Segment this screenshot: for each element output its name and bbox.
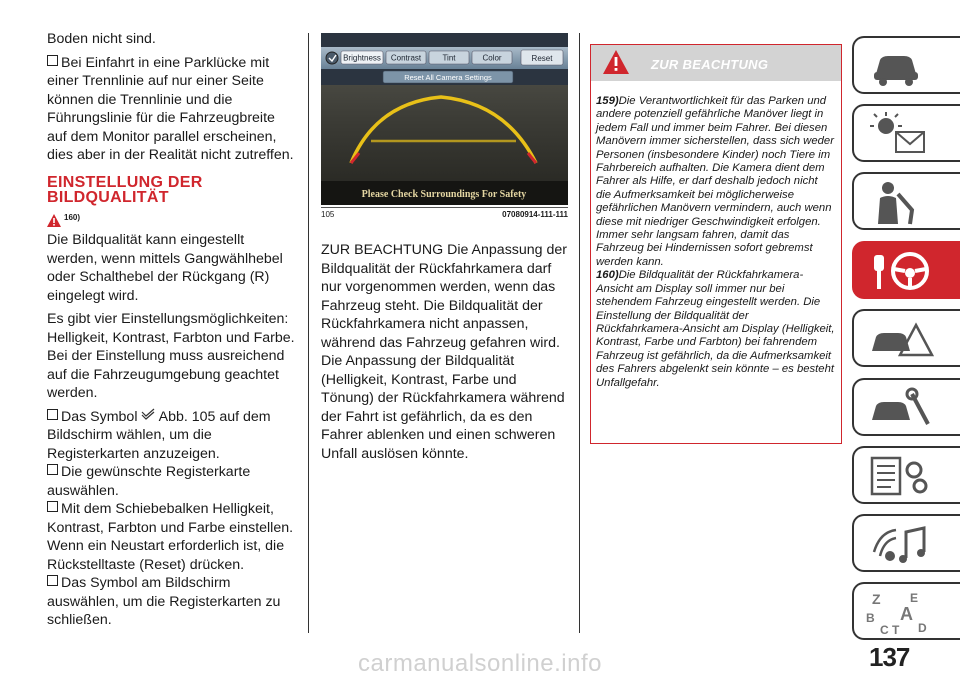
car-icon bbox=[866, 44, 926, 88]
car-wrench-icon bbox=[866, 386, 936, 432]
bullet-item: Die gewünschte Registerkarte auswählen. bbox=[47, 464, 251, 499]
warning-body bbox=[591, 81, 841, 390]
svg-text:E: E bbox=[910, 591, 919, 605]
seatbelt-person-icon bbox=[866, 180, 926, 226]
svg-text:C: C bbox=[880, 623, 889, 636]
settings-symbol-icon[interactable] bbox=[326, 52, 338, 64]
light-envelope-icon bbox=[866, 112, 936, 158]
index-letters-icon bbox=[866, 590, 946, 636]
contrast-tab-label: Contrast bbox=[390, 53, 422, 63]
svg-text:B: B bbox=[866, 611, 875, 625]
svg-text:T: T bbox=[892, 623, 900, 636]
bullet-item: Das Symbol am Bildschirm auswählen, um die Registerkarten zu schließen. bbox=[47, 575, 281, 628]
warning-reference: 160) bbox=[47, 209, 297, 228]
warning-box bbox=[590, 44, 842, 444]
figure-code: 07080914-111-111 bbox=[502, 210, 568, 219]
car-warning-icon bbox=[866, 317, 936, 363]
color-tab-label: Color bbox=[482, 53, 502, 63]
figure-caption bbox=[321, 210, 568, 219]
tab-warning-lights[interactable] bbox=[852, 309, 960, 367]
warning-triangle-icon bbox=[47, 214, 61, 227]
camera-settings-symbol-icon bbox=[141, 408, 155, 420]
brightness-tab-label: Brightness bbox=[343, 53, 381, 63]
warning-note: 160)Die Bildqualität der Rückfahrkamera-Ansicht am Display soll immer nur bei stehendem Fahrzeug eingestellt werden. Die Einstellung der Bildqualität der Rückfahrkamera-Ansicht am Display (Helligkeit, Kontrast, Farbe und Farbton) bei fahrendem Fahrzeug ist gefährlich, da die Aufmerksamkeit des Fahrers abgelenkt sein könnte – es besteht Unfallgefahr. bbox=[596, 269, 835, 389]
reset-all-button-label: Reset All Camera Settings bbox=[404, 73, 492, 82]
checkbox-bullet-icon bbox=[47, 464, 58, 475]
tab-index[interactable] bbox=[852, 582, 960, 640]
paragraph: Es gibt vier Einstellungsmöglichkeiten: Helligkeit, Kontrast, Farbton und Farbe. Bei der Einstellung muss ausreichend auf die Fahrzeugumgebung geachtet werden. bbox=[47, 311, 295, 401]
reset-button-label: Reset bbox=[531, 54, 553, 63]
paragraph: Boden nicht sind. bbox=[47, 31, 156, 47]
checkbox-bullet-icon bbox=[47, 409, 58, 420]
warning-header bbox=[591, 45, 841, 81]
tab-maintenance[interactable] bbox=[852, 446, 960, 504]
warning-title: ZUR BEACHTUNG bbox=[651, 57, 769, 72]
checkbox-bullet-icon bbox=[47, 501, 58, 512]
column-divider bbox=[579, 33, 580, 633]
figure-number: 105 bbox=[321, 210, 335, 219]
column-left bbox=[47, 30, 297, 635]
svg-text:Z: Z bbox=[872, 591, 881, 607]
bullet-item: Bei Einfahrt in eine Parklücke mit einer Trennlinie auf nur einer Seite können die Trennlinie und die Führungslinie für die Fahrzeugbreite auf dem Monitor parallel erscheinen, dies aber in der Realität nicht zutreffen. bbox=[47, 54, 294, 163]
bullet-item: Mit dem Schiebebalken Helligkeit, Kontrast, Farbton und Farbe einstellen. Wenn ein Neustart erforderlich ist, die Rückstelltaste (Reset) drücken. bbox=[47, 501, 294, 573]
tab-vehicle[interactable] bbox=[852, 36, 960, 94]
key-steering-wheel-icon bbox=[866, 249, 936, 295]
caption-rule bbox=[321, 207, 568, 208]
tint-tab-label: Tint bbox=[442, 53, 456, 63]
checkbox-bullet-icon bbox=[47, 55, 58, 66]
bullet-item: Das Symbol Abb. 105 auf dem Bildschirm wählen, um die Registerkarten anzuzeigen. bbox=[47, 408, 271, 462]
page-number: 137 bbox=[869, 642, 910, 672]
tab-emergency[interactable] bbox=[852, 378, 960, 436]
checkbox-bullet-icon bbox=[47, 575, 58, 586]
paragraph: ZUR BEACHTUNG Die Anpassung der Bildqualität der Rückfahrkamera darf nur vorgenommen werden, wenn das Fahrzeug steht. Die Bildqualität der Rückfahrkamera nicht anpassen, während das Fahrzeug gefahren wird. Die Anpassung der Bildqualität (Helligkeit, Kontrast, Farbe und Tönung) der Rückfahrkamera während der Fahrt ist gefährlich, da es den Fahrer ablenken und einen schweren Unfall auslösen könnte. bbox=[321, 242, 568, 462]
camera-screen-figure bbox=[321, 33, 568, 205]
paragraph: Die Bildqualität kann eingestellt werden, wenn mittels Gangwählhebel oder Schalthebel der Rückgang (R) eingelegt wird. bbox=[47, 232, 283, 304]
svg-text:D: D bbox=[918, 621, 927, 635]
warning-note: 159)Die Verantwortlichkeit für das Parken und andere potenziell gefährliche Manöver liegt in jedem Fall und immer beim Fahrer. Bei diesen Manövern immer sicherstellen, dass sich weder Personen (insbesondere Kinder) noch Tiere im Fahrbereich aufhalten. Die Kamera dient dem Fahrer als Hilfe, er darf deshalb jedoch nicht die Aufmerksamkeit bei möglicherweise gefährlichen Manövern vermindern, auch wenn diese mit niedriger Geschwindigkeit erfolgen. Immer sehr langsam fahren, damit das Fahrzeug bei Hindernissen sofort gebremst werden kann. bbox=[596, 95, 834, 268]
warning-triangle-icon bbox=[603, 50, 629, 74]
svg-text:A: A bbox=[900, 604, 913, 624]
tab-safety[interactable] bbox=[852, 172, 960, 230]
tab-multimedia[interactable] bbox=[852, 514, 960, 572]
media-note-icon bbox=[866, 522, 936, 568]
tab-lights[interactable] bbox=[852, 104, 960, 162]
section-heading: EINSTELLUNG DER BILDQUALITÄT bbox=[47, 173, 203, 206]
tab-starting-driving[interactable] bbox=[852, 241, 960, 299]
list-gear-icon bbox=[866, 454, 936, 500]
column-divider bbox=[308, 33, 309, 633]
safety-message: Please Check Surroundings For Safety bbox=[361, 189, 527, 200]
watermark: carmanualsonline.info bbox=[358, 650, 602, 677]
